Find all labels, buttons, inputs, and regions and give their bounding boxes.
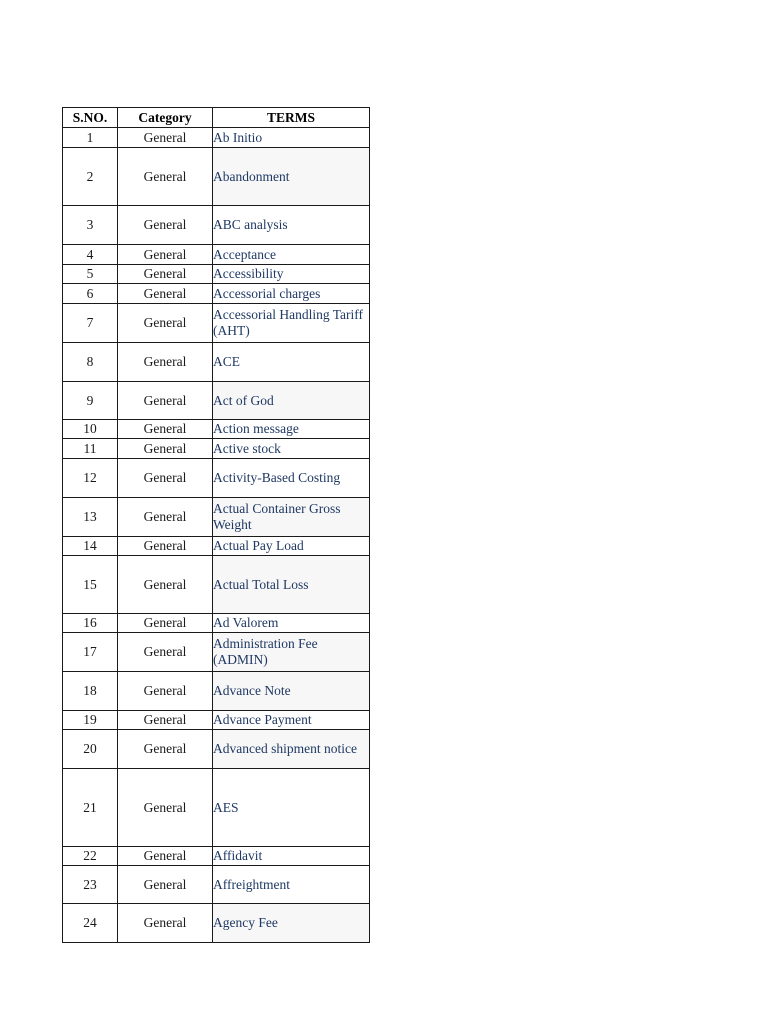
row-term-cell: Administration Fee (ADMIN)	[213, 633, 370, 672]
table-row	[63, 866, 370, 904]
header-terms: TERMS	[213, 108, 370, 128]
row-category-cell: General	[118, 245, 213, 265]
row-category-cell: General	[118, 556, 213, 614]
row-category-cell: General	[118, 206, 213, 245]
row-sno-cell: 2	[63, 148, 118, 206]
table-row	[63, 711, 370, 730]
row-category-cell: General	[118, 769, 213, 847]
row-term-cell: Affreightment	[213, 866, 370, 904]
table-row	[63, 206, 370, 245]
row-sno-cell: 1	[63, 128, 118, 148]
table-row	[63, 614, 370, 633]
row-sno-cell: 10	[63, 420, 118, 439]
row-term-cell: Actual Container Gross Weight	[213, 498, 370, 537]
table-row	[63, 633, 370, 672]
row-category-cell: General	[118, 128, 213, 148]
row-category-cell: General	[118, 537, 213, 556]
row-term-cell: Action message	[213, 420, 370, 439]
row-category-cell: General	[118, 847, 213, 866]
row-term-cell: Active stock	[213, 439, 370, 459]
table-row	[63, 769, 370, 847]
table-row	[63, 672, 370, 711]
table-row	[63, 904, 370, 943]
row-sno-cell: 4	[63, 245, 118, 265]
row-sno-cell: 14	[63, 537, 118, 556]
table-row	[63, 847, 370, 866]
table-row	[63, 148, 370, 206]
row-sno-cell: 15	[63, 556, 118, 614]
row-term-cell: Advance Payment	[213, 711, 370, 730]
row-sno-cell: 23	[63, 866, 118, 904]
header-category: Category	[118, 108, 213, 128]
row-category-cell: General	[118, 730, 213, 769]
table-body	[63, 128, 370, 943]
row-category-cell: General	[118, 148, 213, 206]
row-sno-cell: 21	[63, 769, 118, 847]
row-category-cell: General	[118, 284, 213, 304]
row-category-cell: General	[118, 459, 213, 498]
row-term-cell: Actual Pay Load	[213, 537, 370, 556]
row-sno-cell: 24	[63, 904, 118, 943]
row-sno-cell: 3	[63, 206, 118, 245]
table-row	[63, 284, 370, 304]
row-sno-cell: 8	[63, 343, 118, 382]
row-category-cell: General	[118, 343, 213, 382]
header-sno: S.NO.	[63, 108, 118, 128]
row-term-cell: AES	[213, 769, 370, 847]
table-row	[63, 537, 370, 556]
row-sno-cell: 11	[63, 439, 118, 459]
row-sno-cell: 5	[63, 265, 118, 284]
table-row	[63, 730, 370, 769]
row-category-cell: General	[118, 304, 213, 343]
row-sno-cell: 22	[63, 847, 118, 866]
row-term-cell: Accessorial Handling Tariff (AHT)	[213, 304, 370, 343]
row-term-cell: Ad Valorem	[213, 614, 370, 633]
row-sno-cell: 16	[63, 614, 118, 633]
row-sno-cell: 19	[63, 711, 118, 730]
table-row	[63, 265, 370, 284]
row-term-cell: Actual Total Loss	[213, 556, 370, 614]
row-term-cell: Agency Fee	[213, 904, 370, 943]
row-term-cell: Abandonment	[213, 148, 370, 206]
row-term-cell: ACE	[213, 343, 370, 382]
table-row	[63, 439, 370, 459]
row-term-cell: Affidavit	[213, 847, 370, 866]
terms-table	[62, 107, 370, 943]
row-term-cell: Accessorial charges	[213, 284, 370, 304]
row-category-cell: General	[118, 672, 213, 711]
row-term-cell: Advance Note	[213, 672, 370, 711]
row-category-cell: General	[118, 439, 213, 459]
header-row	[63, 108, 370, 128]
row-category-cell: General	[118, 866, 213, 904]
table-row	[63, 420, 370, 439]
table-row	[63, 556, 370, 614]
table-row	[63, 128, 370, 148]
row-sno-cell: 6	[63, 284, 118, 304]
table-header	[63, 108, 370, 128]
row-term-cell: Ab Initio	[213, 128, 370, 148]
row-sno-cell: 17	[63, 633, 118, 672]
row-term-cell: Acceptance	[213, 245, 370, 265]
row-term-cell: Activity-Based Costing	[213, 459, 370, 498]
row-term-cell: Act of God	[213, 382, 370, 420]
row-category-cell: General	[118, 382, 213, 420]
row-sno-cell: 9	[63, 382, 118, 420]
table-row	[63, 245, 370, 265]
row-category-cell: General	[118, 633, 213, 672]
table-row	[63, 382, 370, 420]
table-row	[63, 343, 370, 382]
row-category-cell: General	[118, 904, 213, 943]
row-sno-cell: 13	[63, 498, 118, 537]
row-category-cell: General	[118, 265, 213, 284]
row-term-cell: ABC analysis	[213, 206, 370, 245]
row-sno-cell: 20	[63, 730, 118, 769]
table-row	[63, 459, 370, 498]
table-row	[63, 498, 370, 537]
row-category-cell: General	[118, 498, 213, 537]
row-sno-cell: 7	[63, 304, 118, 343]
row-sno-cell: 12	[63, 459, 118, 498]
row-category-cell: General	[118, 614, 213, 633]
row-term-cell: Advanced shipment notice	[213, 730, 370, 769]
row-category-cell: General	[118, 420, 213, 439]
row-category-cell: General	[118, 711, 213, 730]
row-sno-cell: 18	[63, 672, 118, 711]
row-term-cell: Accessibility	[213, 265, 370, 284]
table-row	[63, 304, 370, 343]
